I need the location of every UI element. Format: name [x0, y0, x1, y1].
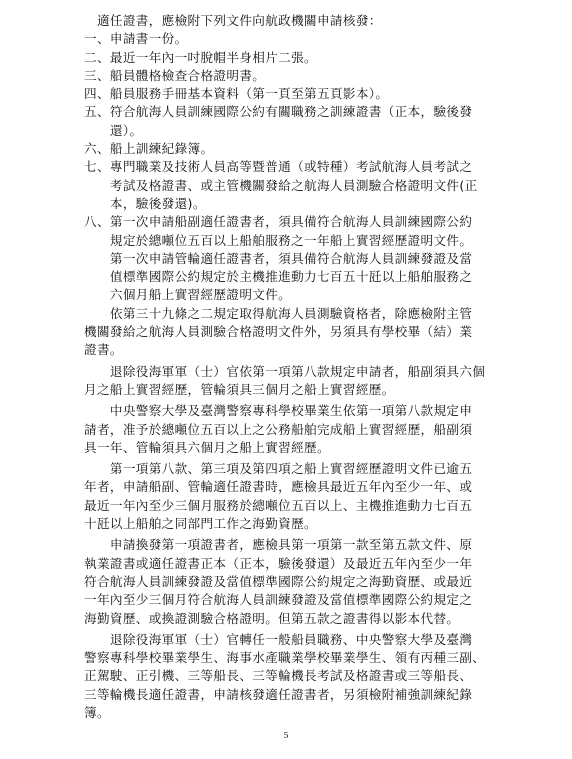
list-item-5: 五、符合航海人員訓練國際公約有關職務之訓練證書（正本，驗後發 — [84, 104, 473, 120]
list-item-8-cont: 規定於總噸位五百以上船舶服務之一年船上實習經歷證明文件。 — [84, 232, 473, 248]
paragraph-line: 退除役海軍軍（士）官依第一項第八款規定申請者，船副須具六個 — [84, 363, 486, 379]
paragraph-line: 十瓩以上船舶之同部門工作之海勤資歷。 — [84, 516, 317, 532]
list-item-7: 七、專門職業及技術人員高等暨普通（或特種）考試航海人員考試之 — [84, 159, 473, 175]
list-item-1: 一、申請書一份。 — [84, 31, 188, 47]
list-item-7-cont: 本，驗後發還)。 — [84, 195, 206, 211]
paragraph-line: 具一年、管輪須具六個月之船上實習經歷。 — [84, 439, 330, 455]
paragraph-line: 第一項第八款、第三項及第四項之船上實習經歷證明文件已逾五 — [84, 461, 473, 477]
paragraph-line: 海勤資歷、或換證測驗合格證明。但第五款之證書得以影本代替。 — [84, 610, 460, 626]
list-item-2: 二、最近一年內一吋脫帽半身相片二張。 — [84, 49, 317, 65]
paragraph-line: 一年內至少三個月符合航海人員訓練發證及當值標準國際公約規定之 — [84, 592, 473, 608]
paragraph-line: 證書。 — [84, 342, 123, 358]
paragraph-line: 執業證書或適任證書正本（正本，驗後發還）及最近五年內至少一年 — [84, 555, 473, 571]
paragraph-line: 申請換發第一項證書者，應檢具第一項第一款至第五款文件、原 — [84, 537, 473, 553]
list-item-8-cont: 第一次申請管輪適任證書者，須具備符合航海人員訓練發證及當 — [84, 250, 473, 266]
text-line: 適任證書，應檢附下列文件向航政機關申請核發： — [84, 13, 382, 28]
list-item-6: 六、船上訓練紀錄簿。 — [84, 141, 214, 157]
list-item-7-cont: 考試及格證書、或主管機關發給之航海人員測驗合格證明文件(正 — [84, 177, 478, 193]
paragraph-line: 最近一年內至少三個月服務於總噸位五百以上、主機推進動力七百五 — [84, 497, 473, 513]
paragraph-line: 月之船上實習經歷，管輪須具三個月之船上實習經歷。 — [84, 381, 395, 397]
paragraph-line: 請者，准予於總噸位五百以上之公務船舶完成船上實習經歷，船副須 — [84, 421, 473, 437]
list-item-8-cont: 值標準國際公約規定於主機推進動力七百五十瓩以上船舶服務之 — [84, 269, 473, 285]
paragraph-line: 退除役海軍軍（士）官轉任一般船員職務、中央警察大學及臺灣 — [84, 631, 473, 647]
paragraph-line: 機關發給之航海人員測驗合格證明文件外，另須具有學校畢（結）業 — [84, 324, 473, 340]
paragraph-line: 簿。 — [84, 704, 110, 720]
page-number: 5 — [283, 731, 289, 740]
paragraph-line: 依第三十九條之二規定取得航海人員測驗資格者，除應檢附主管 — [84, 305, 473, 321]
list-item-4: 四、船員服務手冊基本資料（第一頁至第五頁影本）。 — [84, 86, 389, 102]
paragraph-line: 正駕駛、正引機、三等船長、三等輪機長考試及格證書或三等船長、 — [84, 668, 473, 684]
paragraph-line: 中央警察大學及臺灣警察專科學校畢業生依第一項第八款規定申 — [84, 403, 473, 419]
paragraph-line: 符合航海人員訓練發證及當值標準國際公約規定之海勤資歷、或最近 — [84, 573, 473, 589]
list-item-5-cont: 還）。 — [84, 122, 143, 138]
paragraph-line: 警察專科學校畢業學生、海事水產職業學校畢業學生、領有丙種三副、 — [84, 650, 486, 666]
list-item-3: 三、船員體格檢查合格證明書。 — [84, 67, 266, 83]
list-item-8-cont: 六個月船上實習經歷證明文件。 — [84, 287, 292, 303]
document-body — [84, 12, 514, 722]
paragraph-line: 年者，申請船副、管輪適任證書時，應檢具最近五年內至少一年、或 — [84, 479, 473, 495]
list-item-8: 八、第一次申請船副適任證書者，須具備符合航海人員訓練國際公約 — [84, 214, 473, 230]
paragraph-line: 三等輪機長適任證書，申請核發適任證書者，另須檢附補強訓練紀錄 — [84, 686, 473, 702]
